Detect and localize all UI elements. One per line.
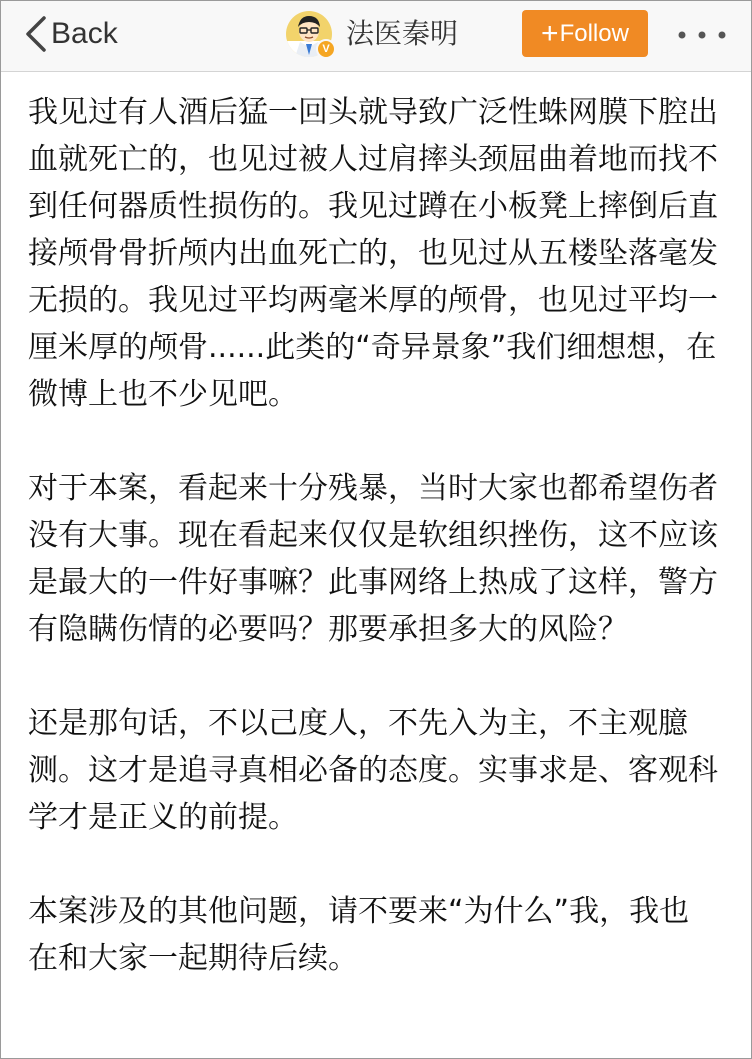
plus-icon: + xyxy=(541,17,559,50)
post-paragraph: 还是那句话，不以己度人，不先入为主，不主观臆测。这才是追寻真相必备的态度。实事求是、客观科学才是正义的前提。 xyxy=(28,706,718,835)
user-avatar[interactable] xyxy=(286,11,332,57)
chevron-left-icon xyxy=(23,14,49,54)
post-paragraph: 本案涉及的其他问题，请不要来“为什么”我，我也在和大家一起期待后续。 xyxy=(28,894,690,976)
user-header[interactable] xyxy=(286,10,458,58)
verified-badge-icon: V xyxy=(316,39,336,59)
post-paragraph: 对于本案，看起来十分残暴，当时大家也都希望伤者没有大事。现在看起来仅仅是软组织挫伤，这不应该是最大的一件好事嘛？此事网络上热成了这样，警方有隐瞒伤情的必要吗？那要承担多大的风险？ xyxy=(28,471,718,647)
back-button[interactable] xyxy=(23,11,118,57)
follow-label: Follow xyxy=(559,20,629,47)
username-label[interactable]: 法医秦明 xyxy=(346,17,459,50)
more-dots-icon xyxy=(677,23,727,47)
back-label: Back xyxy=(51,17,118,50)
more-options-button[interactable] xyxy=(677,23,727,47)
top-navigation-bar xyxy=(1,1,751,72)
follow-button[interactable] xyxy=(522,10,648,57)
post-paragraph: 我见过有人酒后猛一回头就导致广泛性蛛网膜下腔出血就死亡的，也见过被人过肩摔头颈屈曲着地而找不到任何器质性损伤的。我见过蹲在小板凳上摔倒后直接颅骨骨折颅内出血死亡的，也见过从五楼坠落毫发无损的。我见过平均两毫米厚的颅骨，也见过平均一厘米厚的颅骨......此类的“奇异景象”我们细想想，在微博上也不少见吧。 xyxy=(28,95,718,412)
post-body xyxy=(28,89,718,1029)
